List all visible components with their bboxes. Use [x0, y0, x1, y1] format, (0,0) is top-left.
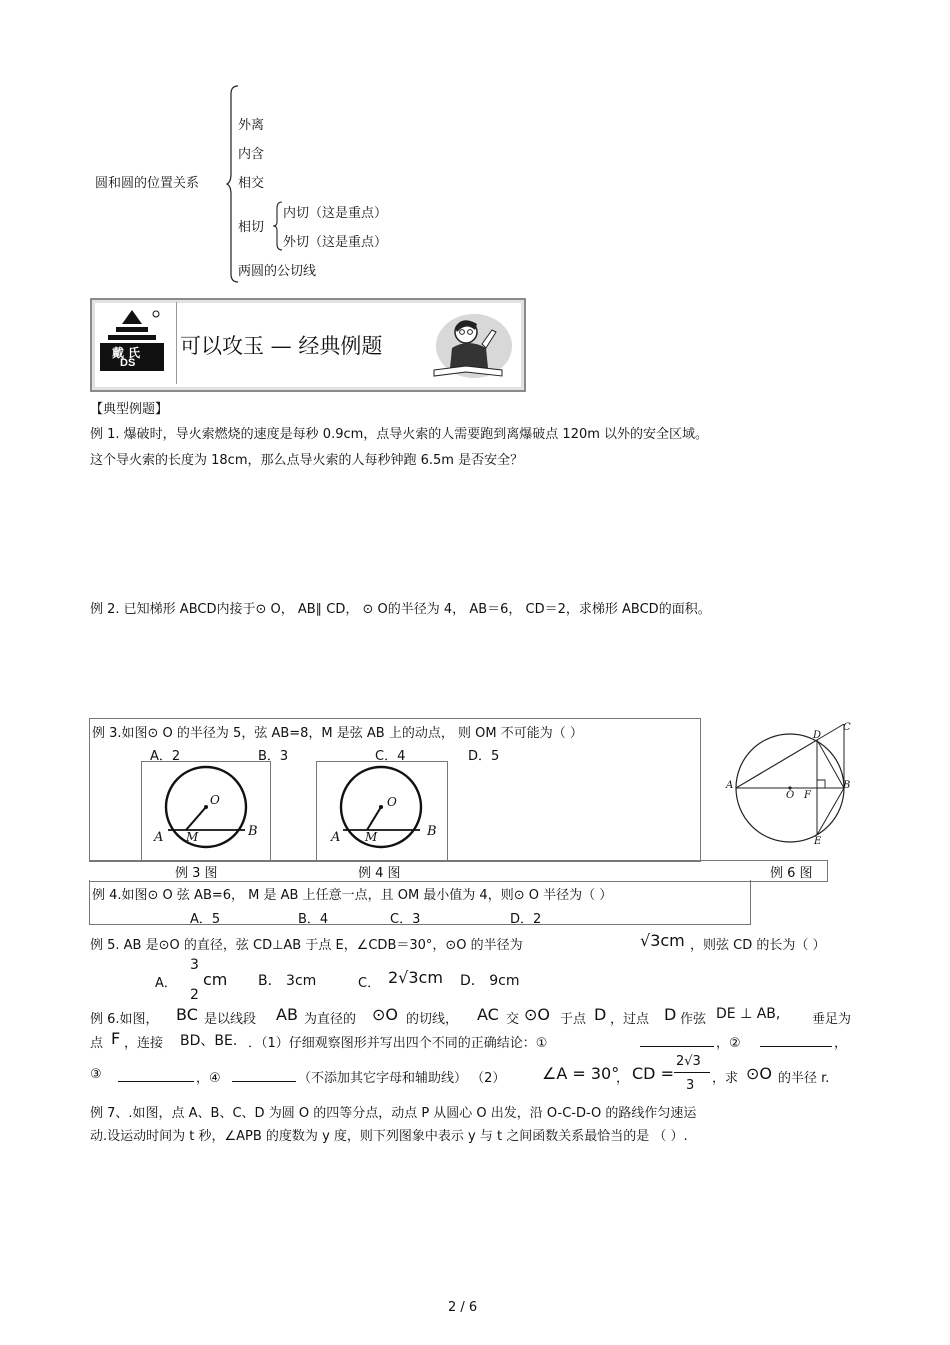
ex6-line3-i: 的半径 r.: [778, 1071, 830, 1086]
ex5-opt-c-label: C．: [358, 976, 381, 991]
ex6-line1-q: 垂足为: [812, 1012, 852, 1027]
ex5-radius: √3cm: [640, 931, 685, 950]
ex3-opt-c: C．4: [375, 749, 406, 764]
ex6-label-c: C: [843, 722, 851, 733]
ex5-opt-b: B． 3cm: [258, 973, 317, 989]
tree-root: 圆和圆的位置关系: [95, 176, 200, 191]
logo-text-bottom: DS: [120, 357, 136, 369]
ex6-line3-frac-bar: [674, 1072, 710, 1073]
ex6-line2-g: ，: [834, 1036, 848, 1051]
ex1-line1: 例 1. 爆破时，导火索燃烧的速度是每秒 0.9cm，点导火索的人需要跑到离爆破点 120m 以外的安全区域。: [90, 427, 709, 442]
ex6-blank-1[interactable]: [640, 1032, 714, 1047]
ex6-line1-d2: D: [664, 1005, 677, 1024]
ex4-figure: [316, 761, 448, 861]
ex6-line2-a: 点: [90, 1036, 104, 1051]
ex3-figure: [141, 761, 271, 861]
ex6-figure: [722, 718, 852, 860]
ex6-caption: 例 6 图: [770, 866, 813, 881]
ex5-stem-b: ，则弦 CD 的长为（ ）: [690, 938, 826, 953]
ex3-opt-b: B．3: [258, 749, 289, 764]
ex3-opt-a: A．2: [150, 749, 181, 764]
ex6-line3-c: （不添加其它字母和辅助线） （2）: [298, 1071, 506, 1086]
logo-text-top: 戴氏: [112, 346, 145, 360]
ex6-line2-f2: ，②: [716, 1036, 741, 1051]
ex3-caption: 例 3 图: [175, 866, 218, 881]
ex4-opt-c: C．3: [390, 912, 421, 927]
ex4-label-o: O: [387, 795, 397, 809]
ex6-line2-bd: BD、BE.: [180, 1033, 238, 1049]
ex6-line1-o: 作弦: [680, 1012, 707, 1027]
ex6-line1-e: 为直径的: [304, 1012, 357, 1027]
ex6-line3-e: ，: [616, 1071, 630, 1086]
ex3-opt-d: D．5: [468, 749, 500, 764]
ex6-line3-num: 2√3: [676, 1054, 701, 1069]
ex6-line1-c: 是以线段: [204, 1012, 257, 1027]
page-number: 2 / 6: [448, 1300, 478, 1315]
ex6-line1-ab: AB: [276, 1005, 298, 1024]
ex6-blank-4[interactable]: [232, 1067, 296, 1082]
ex6-diagram: [722, 718, 852, 860]
ex6-label-o: O: [786, 790, 795, 801]
tree-item-tangent: 相切: [238, 220, 265, 235]
ex5-opt-a-label: A．: [155, 976, 177, 991]
tree-sub-external: 外切（这是重点）: [283, 235, 388, 250]
ex7-line1: 例 7、.如图，点 A、B、C、D 为圆 O 的四等分点，动点 P 从圆心 O 出发，沿 O-C-D-O 的路线作匀速运: [90, 1106, 697, 1121]
ex6-line1-ac: AC: [477, 1005, 499, 1024]
ex4-label-m: M: [365, 830, 378, 844]
ex6-line2-e: ．（1）仔细观察图形并写出四个不同的正确结论：①: [248, 1036, 548, 1051]
ex6-line1-d: D: [594, 1005, 607, 1024]
ex6-line3-den: 3: [686, 1078, 695, 1093]
ex6-blank-2[interactable]: [760, 1032, 832, 1047]
tree-item-intersect: 相交: [238, 176, 265, 191]
ex6-line3-angle: ∠A = 30°: [542, 1064, 620, 1083]
ex3-label-b: B: [248, 824, 258, 839]
section-banner: [90, 298, 526, 392]
ex4-caption: 例 4 图: [358, 866, 401, 881]
ex5-opt-a-unit: cm: [203, 970, 228, 989]
ex6-label-b: B: [843, 780, 851, 791]
ex3-label-o: O: [210, 793, 220, 807]
section-label: 【典型例题】: [90, 402, 169, 417]
ex4-label-a: A: [331, 830, 341, 845]
ex6-label-e: E: [814, 836, 822, 847]
ex5-opt-d: D． 9cm: [460, 973, 520, 989]
ex5-stem-a: 例 5. AB 是⊙O 的直径，弦 CD⊥AB 于点 E，∠CDB＝30°，⊙O 的半径为: [90, 938, 523, 953]
ex6-line1-de: DE ⊥ AB,: [716, 1006, 781, 1022]
ex6-line3-a: ③: [90, 1067, 102, 1082]
ex7-line2: 动.设运动时间为 t 秒，∠APB 的度数为 y 度，则下列图象中表示 y 与 t 之间函数关系最恰当的是 （ ）.: [90, 1129, 688, 1144]
ex4-circle-diagram: [317, 762, 447, 860]
ex2-text: 例 2. 已知梯形 ABCD内接于⊙ O， AB∥ CD， ⊙ O的半径为 4， AB＝6， CD＝2，求梯形 ABCD的面积。: [90, 602, 711, 617]
tree-sub-internal: 内切（这是重点）: [283, 206, 388, 221]
ex6-line1-k: 于点: [560, 1012, 587, 1027]
ex6-line3-circle: ⊙O: [746, 1064, 772, 1083]
ex5-opt-c-val: 2√3cm: [388, 968, 443, 987]
ex4-opt-d: D．2: [510, 912, 542, 927]
banner-title: 可以攻玉 — 经典例题: [180, 334, 383, 358]
ex3-label-m: M: [186, 830, 199, 844]
ex5-opt-a-num: 3: [190, 957, 199, 973]
ex3-label-a: A: [154, 830, 164, 845]
ex3-circle-diagram: [142, 762, 270, 860]
ex6-line2-f: F: [111, 1029, 121, 1048]
ex6-line3-g: ，求: [712, 1071, 739, 1086]
ex3-stem: 例 3.如图⊙ O 的半径为 5，弦 AB=8，M 是弦 AB 上的动点， 则 OM 不可能为（ ）: [92, 726, 583, 741]
banner-divider: [176, 302, 177, 384]
tree-item-contained: 内含: [238, 147, 265, 162]
ex4-opt-b: B．4: [298, 912, 329, 927]
ex6-line3-cd: CD =: [632, 1064, 674, 1083]
ex6-line1-circle2: ⊙O: [524, 1005, 550, 1024]
ex6-line1-g: 的切线，: [406, 1012, 459, 1027]
ex6-label-a: A: [726, 780, 734, 791]
ex6-line1-bc: BC: [176, 1005, 198, 1024]
ex6-line1-circle: ⊙O: [372, 1005, 398, 1024]
tree-item-separated: 外离: [238, 118, 265, 133]
ex6-blank-3[interactable]: [118, 1067, 194, 1082]
ex6-label-f: F: [804, 790, 811, 801]
ex6-line1-a: 例 6.如图，: [90, 1012, 159, 1027]
ex5-opt-a-den: 2: [190, 987, 199, 1003]
reader-cartoon-icon: [424, 310, 514, 382]
tree-item-common-tangent: 两圆的公切线: [238, 264, 317, 279]
ex6-line2-c: ，连接: [124, 1036, 164, 1051]
ex6-line1-m: ，过点: [610, 1012, 650, 1027]
ex1-line2: 这个导火索的长度为 18cm，那么点导火索的人每秒钟跑 6.5m 是否安全？: [90, 453, 524, 468]
ex6-label-d: D: [813, 730, 822, 741]
ex6-line1-i: 交: [506, 1012, 520, 1027]
ex4-stem: 例 4.如图⊙ O 弦 AB=6， M 是 AB 上任意一点，且 OM 最小值为 4，则⊙ O 半径为（ ）: [92, 888, 613, 903]
ex6-line3-b: ，④: [196, 1071, 221, 1086]
ex4-label-b: B: [427, 824, 437, 839]
ex4-opt-a: A．5: [190, 912, 221, 927]
